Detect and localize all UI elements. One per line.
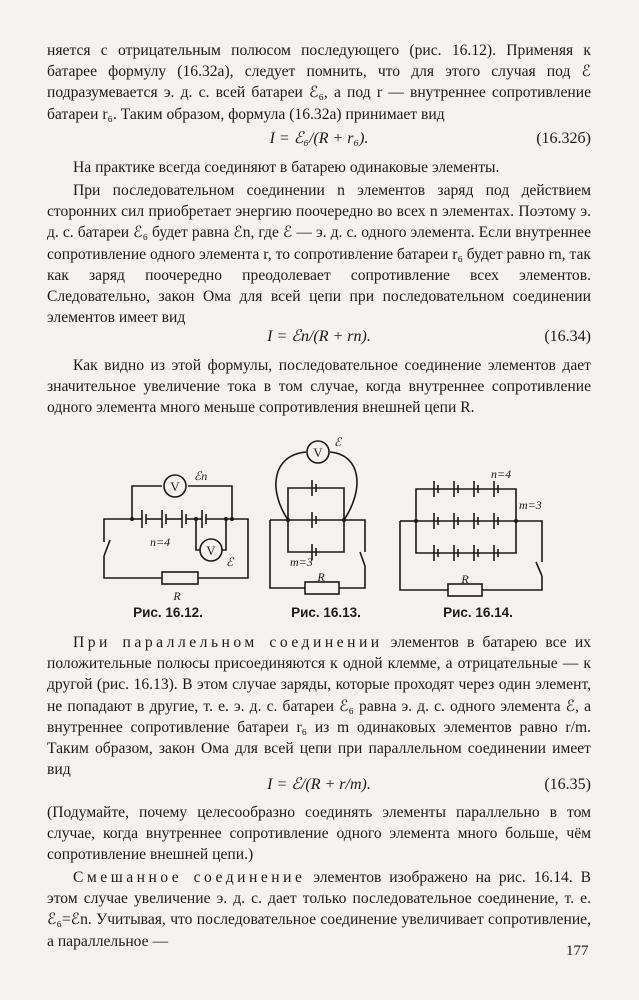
fig1-label-R: R (173, 589, 181, 603)
figure-caption-16-13: Рис. 16.13. (291, 605, 361, 620)
spaced-term: При параллельном соединении (73, 634, 383, 651)
figure-caption-16-14: Рис. 16.14. (443, 605, 513, 620)
paragraph-text: элементов изображено на рис. 16.14. В этом случае увеличение э. д. с. дает только последовательное соединение, т. е. ℰ₆=ℰn. Учитывая, что последовательное соединение увеличивает сопротивление, а параллельное — (47, 869, 592, 950)
paragraph-4: Как видно из этой формулы, последовательное соединение элементов дает значительное увеличение тока в том случае, когда внутреннее сопротивление одного элемента много меньше сопротивления внешней цепи R. (47, 357, 591, 417)
fig1-label-n: n=4 (150, 535, 171, 549)
fig3-label-R: R (461, 572, 469, 586)
fig2-label-emf: ℰ (334, 435, 342, 449)
figure-caption-16-12: Рис. 16.12. (133, 605, 203, 620)
fig3-label-n: n=4 (491, 467, 512, 481)
paragraph-text: элементов в батарею все их положительные полюсы присоединяются к одной клемме, а отрицательные — к другой (рис. 16.13). В этом случае заряды, которые проходят через один элемент, не попадают в другие, т. е. э. д. с. батареи ℰ₆ равна э. д. с. одного элемента ℰ, а внутреннее сопротивление батареи r₆ из m одинаковых элементов равно r/m. Таким образом, закон Ома для всей цепи при параллельном соединении имеет вид (47, 634, 591, 779)
formula-number: (16.32б) (536, 130, 591, 147)
formula-expression: I = ℰ₆/(R + r₆). (269, 130, 369, 147)
voltmeter-label: V (313, 445, 323, 460)
spaced-term: Смешанное соединение (73, 869, 306, 886)
formula-16-35 (47, 774, 591, 796)
paragraph-2: На практике всегда соединяют в батарею одинаковые элементы. (73, 159, 500, 176)
formula-number: (16.35) (544, 776, 591, 793)
fig1-label-en: ℰn (194, 469, 208, 483)
voltmeter-label: V (170, 479, 180, 494)
formula-number: (16.34) (544, 328, 591, 345)
paragraph-5 (47, 632, 591, 780)
formula-expression: I = ℰn/(R + rn). (267, 328, 371, 345)
page-number: 177 (566, 943, 589, 959)
fig1-label-emf: ℰ (226, 555, 234, 569)
fig2-label-R: R (317, 570, 325, 584)
paragraph-7 (47, 867, 591, 952)
paragraph-6: (Подумайте, почему целесообразно соединять элементы параллельно в том случае, когда внутреннее сопротивление одного элемента много больше, чём сопротивление внешней цепи.) (47, 804, 591, 864)
paragraph-3: При последовательном соединении n элементов заряд под действием сторонних сил приобретает энергию поочередно во всех n элементах. Поэтому э. д. с. батареи ℰ₆ будет равна ℰn, где ℰ — э. д. с. одного элемента. Если внутреннее сопротивление одного элемента r, то сопротивление батареи r₆ будет равно rn, так как заряд поочередно преодолевает сопротивление всех элементов. Следовательно, закон Ома для всей цепи при последовательном соединении элементов имеет вид (47, 182, 591, 327)
paragraph-1: няется с отрицательным полюсом последующего (рис. 16.12). Применяя к батарее формулу (16.32а), следует помнить, что для этого случая под ℰ подразумевается э. д. с. всей батареи ℰ₆, а под r — внутреннее сопротивление батареи r₆. Таким образом, формула (16.32а) принимает вид (47, 42, 591, 123)
formula-expression: I = ℰ/(R + r/m). (267, 776, 371, 793)
fig2-label-m: m=3 (290, 555, 313, 569)
fig3-label-m: m=3 (519, 498, 542, 512)
voltmeter-label: V (206, 543, 216, 558)
